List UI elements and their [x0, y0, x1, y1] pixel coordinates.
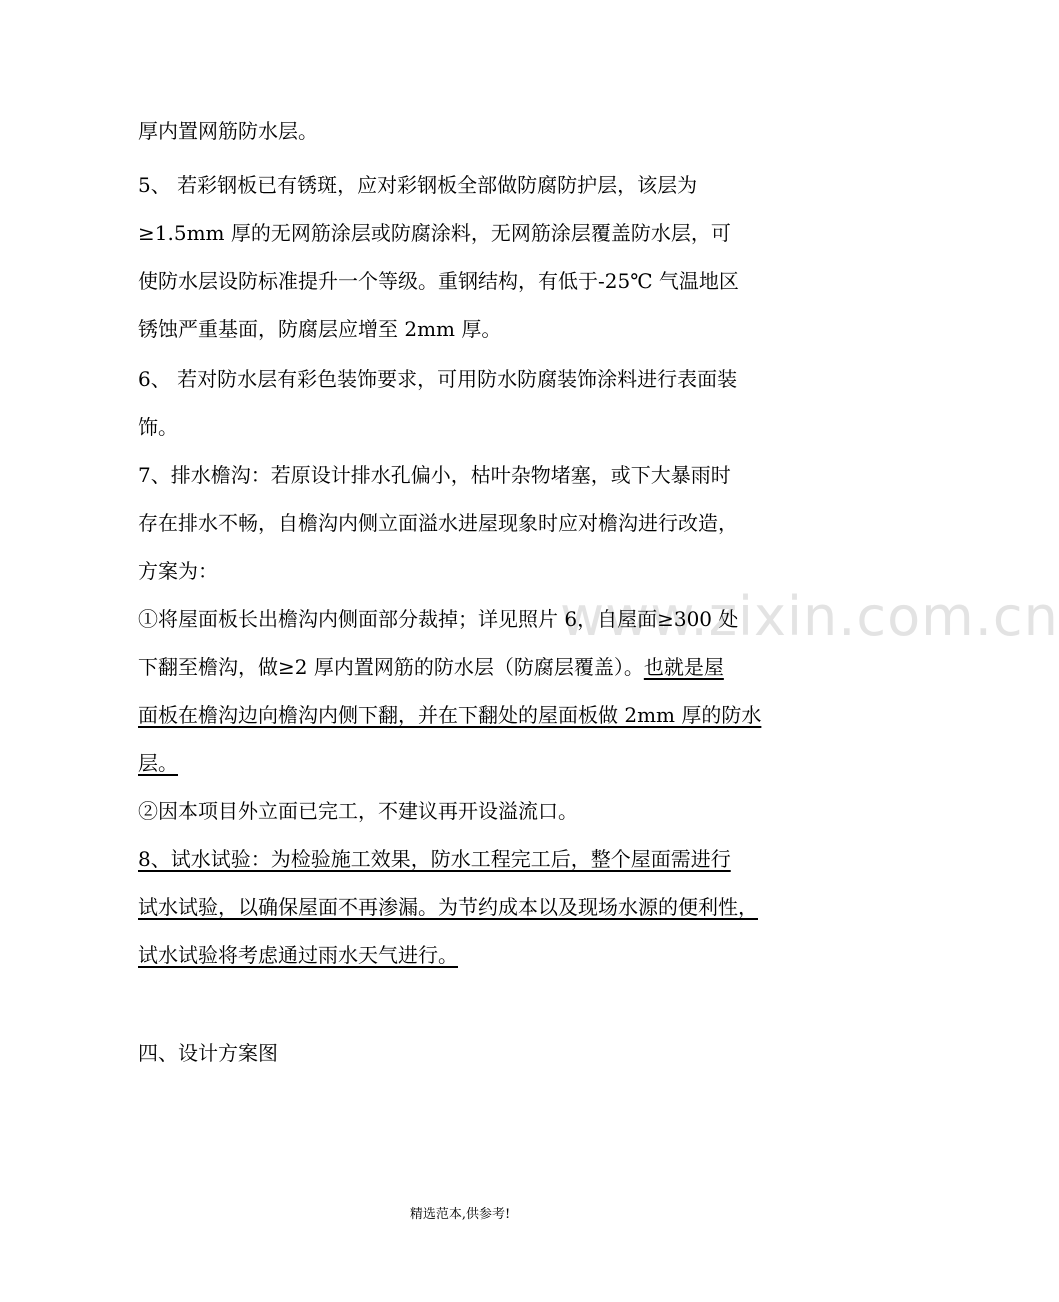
text-line: ≥1.5mm 厚的无网筋涂层或防腐涂料，无网筋涂层覆盖防水层，可	[138, 221, 731, 245]
text-line: 方案为：	[138, 559, 218, 583]
watermark: www.zixin.com.cn	[560, 585, 1059, 648]
text-line: 7、排水檐沟：若原设计排水孔偏小，枯叶杂物堵塞，或下大暴雨时	[138, 463, 731, 487]
text-line: 5、 若彩钢板已有锈斑，应对彩钢板全部做防腐防护层，该层为	[138, 173, 698, 197]
page-footer: 精选范本,供参考!	[409, 1207, 511, 1222]
text-line: 使防水层设防标准提升一个等级。重钢结构，有低于-25℃ 气温地区	[138, 269, 739, 293]
text-line: 饰。	[138, 415, 178, 439]
underlined-line: 试水试验，以确保屋面不再渗漏。为节约成本以及现场水源的便利性，	[138, 895, 758, 919]
text-line: 厚内置网筋防水层。	[138, 119, 318, 143]
underlined-line: 8、试水试验：为检验施工效果，防水工程完工后，整个屋面需进行	[138, 847, 731, 871]
underlined-line: 试水试验将考虑通过雨水天气进行。	[138, 943, 458, 967]
text-line: 存在排水不畅，自檐沟内侧立面溢水进屋现象时应对檐沟进行改造，	[138, 511, 738, 535]
text-line: 6、 若对防水层有彩色装饰要求，可用防水防腐装饰涂料进行表面装	[138, 367, 738, 391]
text-line: ①将屋面板长出檐沟内侧面部分裁掉；详见照片 6，自屋面≥300 处	[138, 607, 739, 631]
underlined-text: 也就是屋	[643, 655, 724, 679]
underlined-line: 面板在檐沟边向檐沟内侧下翻，并在下翻处的屋面板做 2mm 厚的防水	[138, 703, 762, 727]
text-line: 下翻至檐沟，做≥2 厚内置网筋的防水层（防腐层覆盖）。也就是屋	[138, 655, 724, 679]
text-line: ②因本项目外立面已完工，不建议再开设溢流口。	[138, 799, 578, 823]
underlined-line: 层。	[138, 751, 178, 775]
text-line: 锈蚀严重基面，防腐层应增至 2mm 厚。	[138, 317, 502, 341]
section-heading: 四、设计方案图	[138, 1041, 278, 1065]
